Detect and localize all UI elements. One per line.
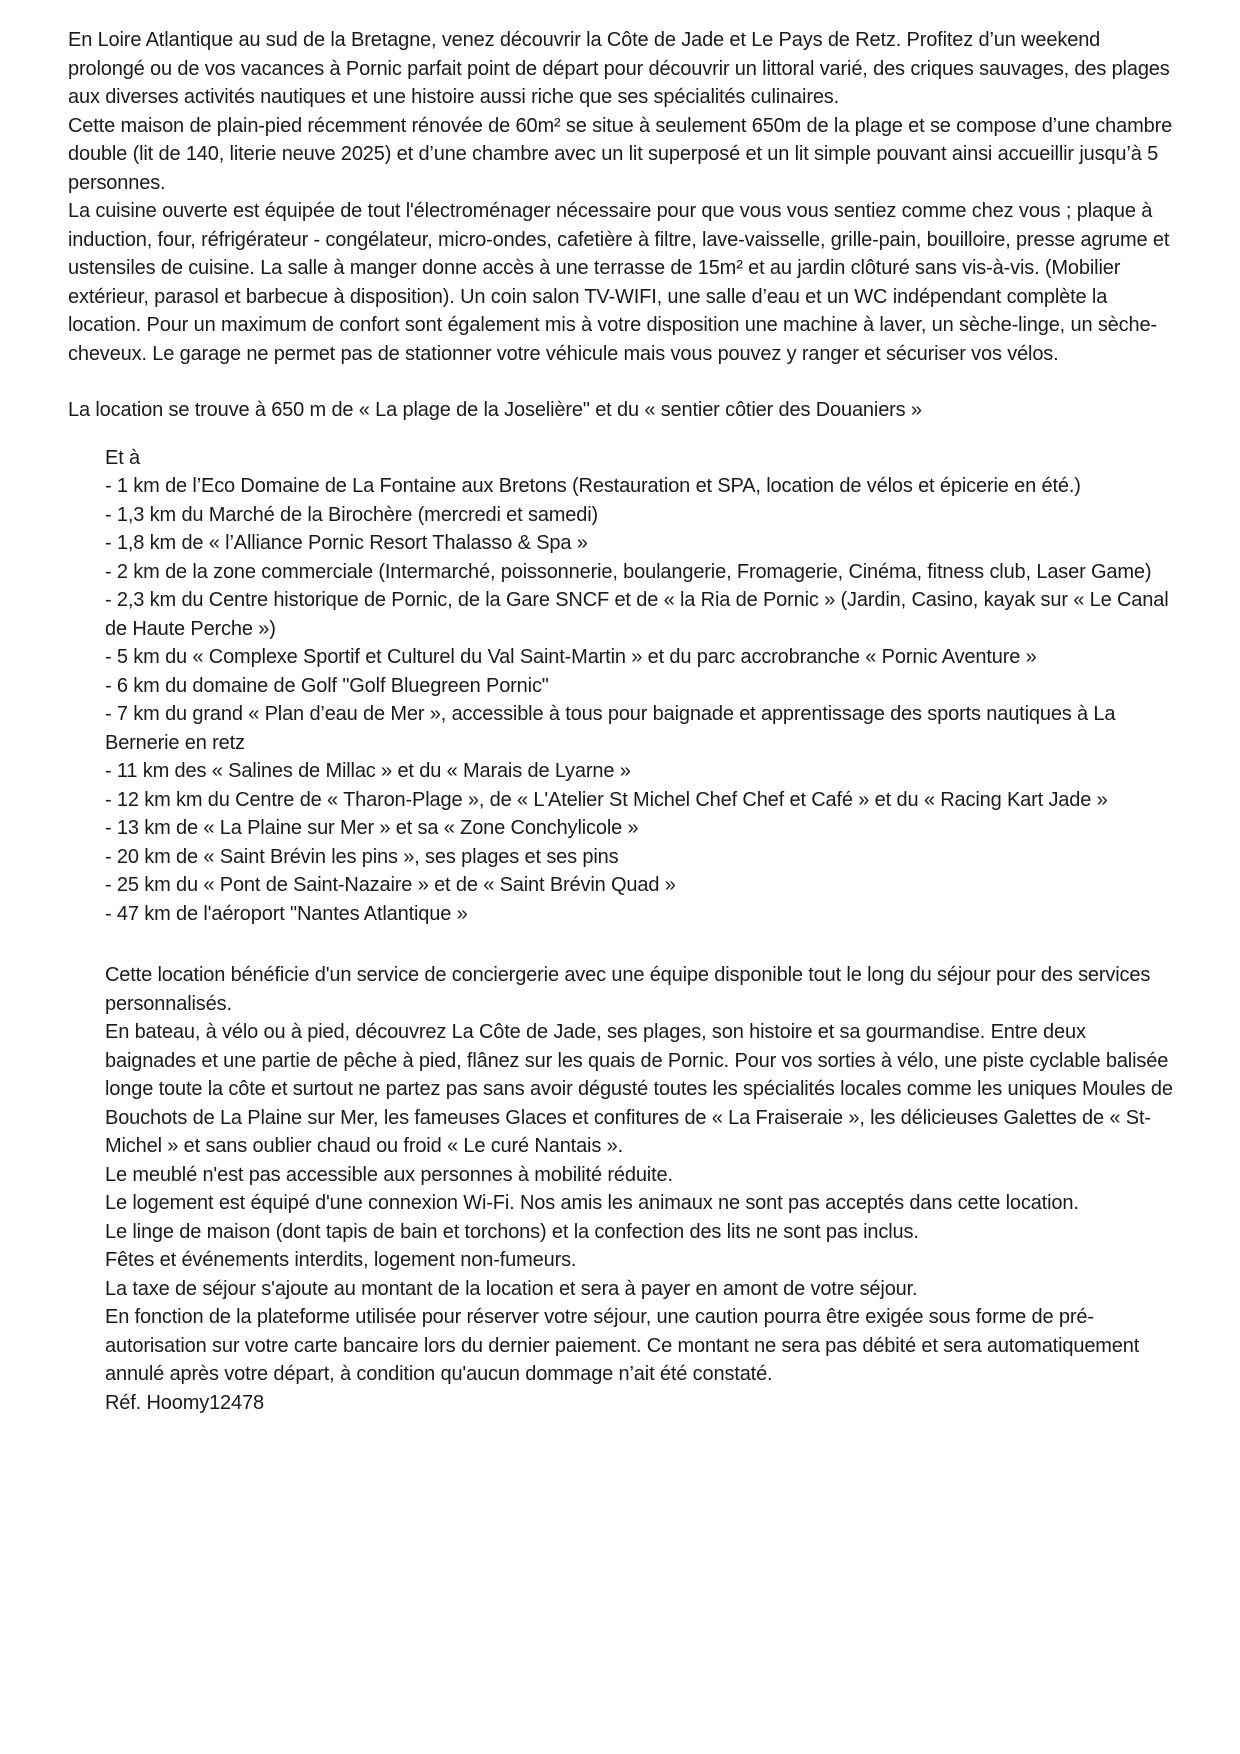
distance-item: - 20 km de « Saint Brévin les pins », ses plages et ses pins: [105, 845, 619, 868]
distance-item: - 6 km du domaine de Golf "Golf Bluegreen Pornic": [105, 674, 549, 697]
details-section: [105, 961, 1174, 1417]
distance-item: - 2 km de la zone commerciale (Intermarché, poissonnerie, boulangerie, Fromagerie, Cinéma, fitness club, Laser Game): [105, 560, 1152, 583]
details-paragraph: Le meublé n'est pas accessible aux personnes à mobilité réduite.: [105, 1163, 673, 1186]
distance-item: - 11 km des « Salines de Millac » et du « Marais de Lyarne »: [105, 760, 631, 782]
distance-item: - 12 km km du Centre de « Tharon-Plage », de « L'Atelier St Michel Chef Chef et Café » et du « Racing Kart Jade »: [105, 788, 1108, 811]
reference-number: Réf. Hoomy12478: [105, 1391, 264, 1414]
intro-paragraph: La cuisine ouverte est équipée de tout l'électroménager nécessaire pour que vous vous sentiez comme chez vous ; plaque à induction, four, réfrigérateur - congélateur, micro-ondes, cafetière à filtre, lave-vaisselle, grille-pain, bouilloire, presse agrume et ustensiles de cuisine. La salle à manger donne accès à une terrasse de 15m² et au jardin clôturé sans vis-à-vis. (Mobilier extérieur, parasol et barbecue à disposition). Un coin salon TV-WIFI, une salle d’eau et un WC indépendant complète la location. Pour un maximum de confort sont également mis à votre disposition une machine à laver, un sèche-linge, un sèche-cheveux. Le garage ne permet pas de stationner votre véhicule mais vous pouvez y ranger et sécuriser vos vélos.: [68, 200, 1170, 365]
details-paragraph: Cette location bénéficie d'un service de conciergerie avec une équipe disponible tout le long du séjour pour des services personnalisés.: [105, 964, 1151, 1015]
details-paragraph: En bateau, à vélo ou à pied, découvrez La Côte de Jade, ses plages, son histoire et sa gourmandise. Entre deux baignades et une partie de pêche à pied, flânez sur les quais de Pornic. Pour vos sorties à vélo, une piste cyclable balisée longe toute la côte et surtout ne partez pas sans avoir dégusté toutes les spécialités locales comme les uniques Moules de Bouchots de La Plaine sur Mer, les fameuses Glaces et confitures de « La Fraiseraie », les délicieuses Galettes de « St-Michel » et sans oublier chaud ou froid « Le curé Nantais ».: [105, 1021, 1173, 1157]
intro-paragraph: En Loire Atlantique au sud de la Bretagne, venez découvrir la Côte de Jade et Le Pays de Retz. Profitez d’un weekend prolongé ou de vos vacances à Pornic parfait point de départ pour découvrir un littoral varié, des criques sauvages, des plages aux diverses activités nautiques et une histoire aussi riche que ses spécialités culinaires.: [68, 29, 1170, 108]
distance-item: - 25 km du « Pont de Saint-Nazaire » et de « Saint Brévin Quad »: [105, 874, 676, 896]
distance-item: - 2,3 km du Centre historique de Pornic, de la Gare SNCF et de « la Ria de Pornic » (Jardin, Casino, kayak sur « Le Canal de Haute Perche »): [105, 589, 1169, 640]
details-paragraph: Le linge de maison (dont tapis de bain et torchons) et la confection des lits ne sont pas inclus.: [105, 1220, 919, 1243]
distances-intro: Et à: [105, 446, 140, 469]
details-paragraph: Le logement est équipé d'une connexion Wi-Fi. Nos amis les animaux ne sont pas acceptés dans cette location.: [105, 1192, 1079, 1214]
intro-paragraph: Cette maison de plain-pied récemment rénovée de 60m² se situe à seulement 650m de la plage et se compose d’une chambre double (lit de 140, literie neuve 2025) et d’une chambre avec un lit superposé et un lit simple pouvant ainsi accueillir jusqu’à 5 personnes.: [68, 114, 1173, 194]
details-paragraphs: [105, 961, 1174, 1389]
distance-item: - 5 km du « Complexe Sportif et Culturel du Val Saint-Martin » et du parc accrobranche « Pornic Aventure »: [105, 646, 1037, 668]
distance-item: - 7 km du grand « Plan d’eau de Mer », accessible à tous pour baignade et apprentissage des sports nautiques à La Bernerie en retz: [105, 703, 1116, 754]
distance-item: - 1,8 km de « l’Alliance Pornic Resort Thalasso & Spa »: [105, 532, 588, 554]
distance-item: - 13 km de « La Plaine sur Mer » et sa « Zone Conchylicole »: [105, 817, 639, 839]
distance-item: - 1 km de l’Eco Domaine de La Fontaine aux Bretons (Restauration et SPA, location de vélos et épicerie en été.): [105, 475, 1081, 497]
details-paragraph: En fonction de la plateforme utilisée pour réserver votre séjour, une caution pourra être exigée sous forme de pré-autorisation sur votre carte bancaire lors du dernier paiement. Ce montant ne sera pas débité et sera automatiquement annulé après votre départ, à condition qu'aucun dommage n’ait été constaté.: [105, 1306, 1140, 1385]
location-summary: La location se trouve à 650 m de « La plage de la Joselière" et du « sentier côtier des Douaniers »: [68, 399, 922, 421]
distances-list: [105, 472, 1174, 928]
intro-section: [68, 26, 1174, 368]
details-paragraph: La taxe de séjour s'ajoute au montant de la location et sera à payer en amont de votre séjour.: [105, 1277, 918, 1300]
distances-section: [105, 444, 1174, 929]
distance-item: - 1,3 km du Marché de la Birochère (mercredi et samedi): [105, 503, 599, 526]
details-paragraph: Fêtes et événements interdits, logement non-fumeurs.: [105, 1249, 577, 1271]
distance-item: - 47 km de l'aéroport "Nantes Atlantique »: [105, 902, 468, 925]
